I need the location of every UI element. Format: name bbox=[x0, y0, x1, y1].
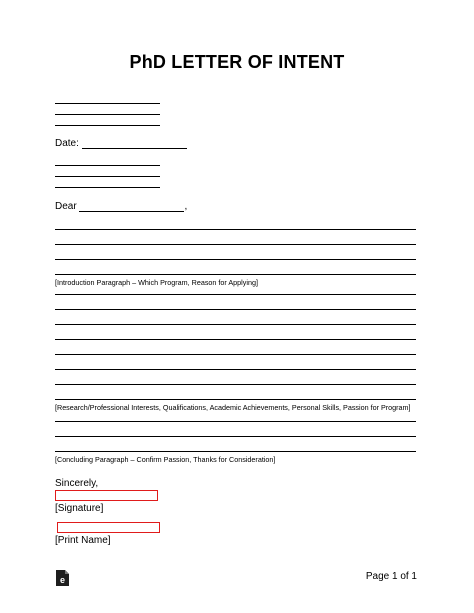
page-number: Page 1 of 1 bbox=[365, 571, 417, 582]
body-paragraph-line[interactable] bbox=[55, 384, 416, 385]
svg-text:e: e bbox=[59, 575, 66, 585]
intro-paragraph-guide: [Introduction Paragraph – Which Program, Reason for Applying] bbox=[55, 278, 258, 287]
print-name-label: [Print Name] bbox=[55, 535, 111, 546]
dear-comma: , bbox=[184, 201, 188, 212]
eforms-logo-icon bbox=[55, 570, 69, 586]
recipient-address-line[interactable] bbox=[55, 176, 160, 177]
date-row bbox=[55, 138, 187, 149]
page-title: PhD LETTER OF INTENT bbox=[129, 52, 345, 72]
sender-address-line[interactable] bbox=[55, 103, 160, 104]
print-name-field[interactable] bbox=[57, 522, 160, 533]
body-paragraph-line[interactable] bbox=[55, 369, 416, 370]
concluding-paragraph-line[interactable] bbox=[55, 451, 416, 452]
intro-paragraph-line[interactable] bbox=[55, 259, 416, 260]
signature-label: [Signature] bbox=[55, 503, 104, 514]
intro-paragraph-line[interactable] bbox=[55, 274, 416, 275]
sender-address-line[interactable] bbox=[55, 125, 160, 126]
date-field[interactable] bbox=[82, 138, 187, 149]
recipient-address-line[interactable] bbox=[55, 187, 160, 188]
intro-paragraph-line[interactable] bbox=[55, 229, 416, 230]
recipient-name-field[interactable] bbox=[79, 201, 184, 212]
body-paragraph-line[interactable] bbox=[55, 339, 416, 340]
intro-paragraph-line[interactable] bbox=[55, 244, 416, 245]
body-paragraph-line[interactable] bbox=[55, 354, 416, 355]
body-paragraph-line[interactable] bbox=[55, 294, 416, 295]
recipient-address-line[interactable] bbox=[55, 165, 160, 166]
concluding-paragraph-line[interactable] bbox=[55, 421, 416, 422]
date-label: Date: bbox=[55, 138, 79, 149]
sender-address-line[interactable] bbox=[55, 114, 160, 115]
body-paragraph-line[interactable] bbox=[55, 324, 416, 325]
body-paragraph-guide: [Research/Professional Interests, Qualifications, Academic Achievements, Personal Skills, Passion for Program] bbox=[55, 403, 411, 412]
salutation-row bbox=[55, 201, 187, 212]
concluding-paragraph-line[interactable] bbox=[55, 436, 416, 437]
body-paragraph-line[interactable] bbox=[55, 309, 416, 310]
concluding-paragraph-guide: [Concluding Paragraph – Confirm Passion, Thanks for Consideration] bbox=[55, 455, 276, 464]
body-paragraph-line[interactable] bbox=[55, 399, 416, 400]
closing-text: Sincerely, bbox=[55, 478, 99, 489]
signature-field[interactable] bbox=[55, 490, 158, 501]
dear-label: Dear bbox=[55, 201, 77, 212]
